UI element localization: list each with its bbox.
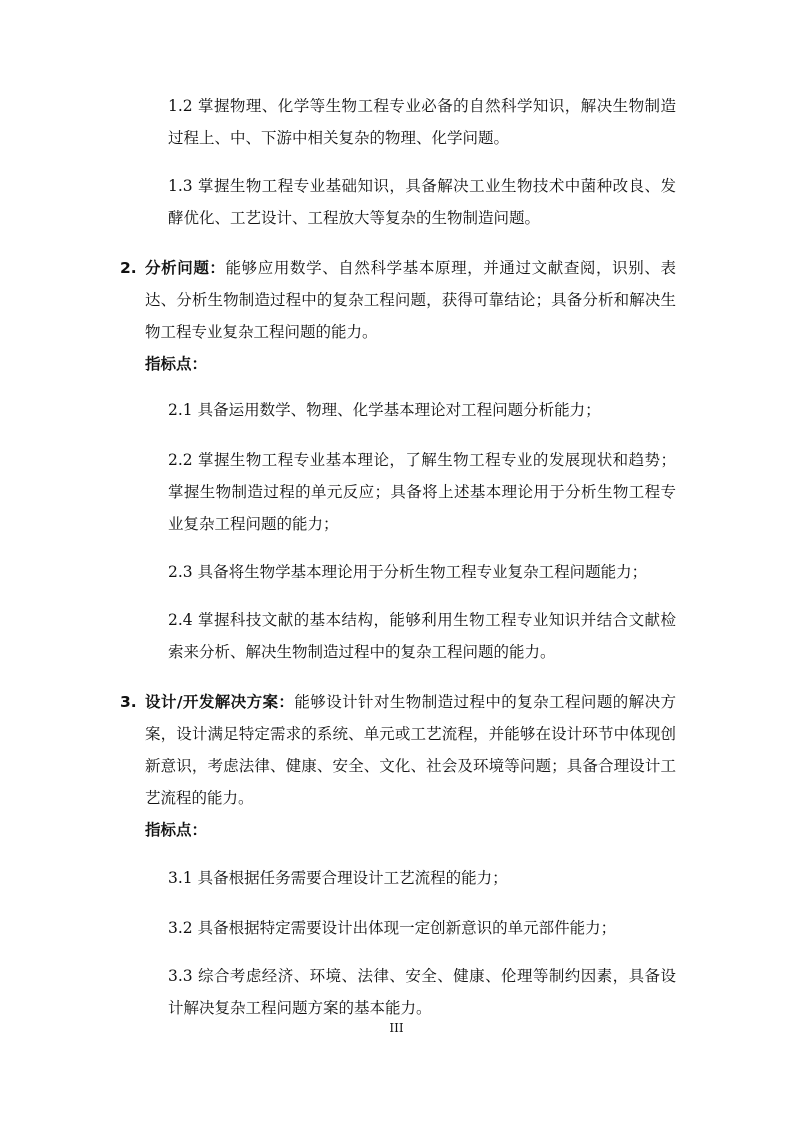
indicator-3-1: 3.1 具备根据任务需要合理设计工艺流程的能力； [168,869,508,887]
section-3-indicator-label: 指标点： [145,821,208,839]
indicator-3-2: 3.2 具备根据特定需要设计出体现一定创新意识的单元部件能力； [168,919,617,937]
section-2-body: 能够应用数学、自然科学基本原理，并通过文献查阅，识别、表达、分析生物制造过程中的复杂工程问题，获得可靠结论；具备分析和解决生物工程专业复杂工程问题的能力。 [145,259,676,341]
section-3-body: 能够设计针对生物制造过程中的复杂工程问题的解决方案，设计满足特定需求的系统、单元或工艺流程，并能够在设计环节中体现创新意识，考虑法律、健康、安全、文化、社会及环境等问题；具备合理设计工艺流程的能力。 [145,693,676,807]
indicator-2-1: 2.1 具备运用数学、物理、化学基本理论对工程问题分析能力； [168,401,601,419]
indicator-2-3: 2.3 具备将生物学基本理论用于分析生物工程专业复杂工程问题能力； [168,563,648,581]
indicator-2-4: 2.4 掌握科技文献的基本结构，能够利用生物工程专业知识并结合文献检索来分析、解决生物制造过程中的复杂工程问题的能力。 [168,611,676,661]
section-2-heading: 分析问题： [145,259,226,277]
section-3-requirement [145,686,676,814]
section-number-3: 3. [120,693,137,711]
indicator-1-3: 1.3 掌握生物工程专业基础知识，具备解决工业生物技术中菌种改良、发酵优化、工艺设计、工程放大等复杂的生物制造问题。 [168,177,676,227]
section-2-requirement [145,252,676,348]
indicator-1-2: 1.2 掌握物理、化学等生物工程专业必备的自然科学知识，解决生物制造过程上、中、下游中相关复杂的物理、化学问题。 [168,97,676,147]
indicator-3-3: 3.3 综合考虑经济、环境、法律、安全、健康、伦理等制约因素，具备设计解决复杂工程问题方案的基本能力。 [168,967,676,1017]
section-3-heading: 设计/开发解决方案： [145,693,295,711]
indicator-2-2: 2.2 掌握生物工程专业基本理论，了解生物工程专业的发展现状和趋势；掌握生物制造过程的单元反应；具备将上述基本理论用于分析生物工程专业复杂工程问题的能力； [168,451,676,533]
page-number: III [389,1021,404,1035]
section-2-indicator-label: 指标点： [145,355,208,373]
section-number-2: 2. [120,259,137,277]
